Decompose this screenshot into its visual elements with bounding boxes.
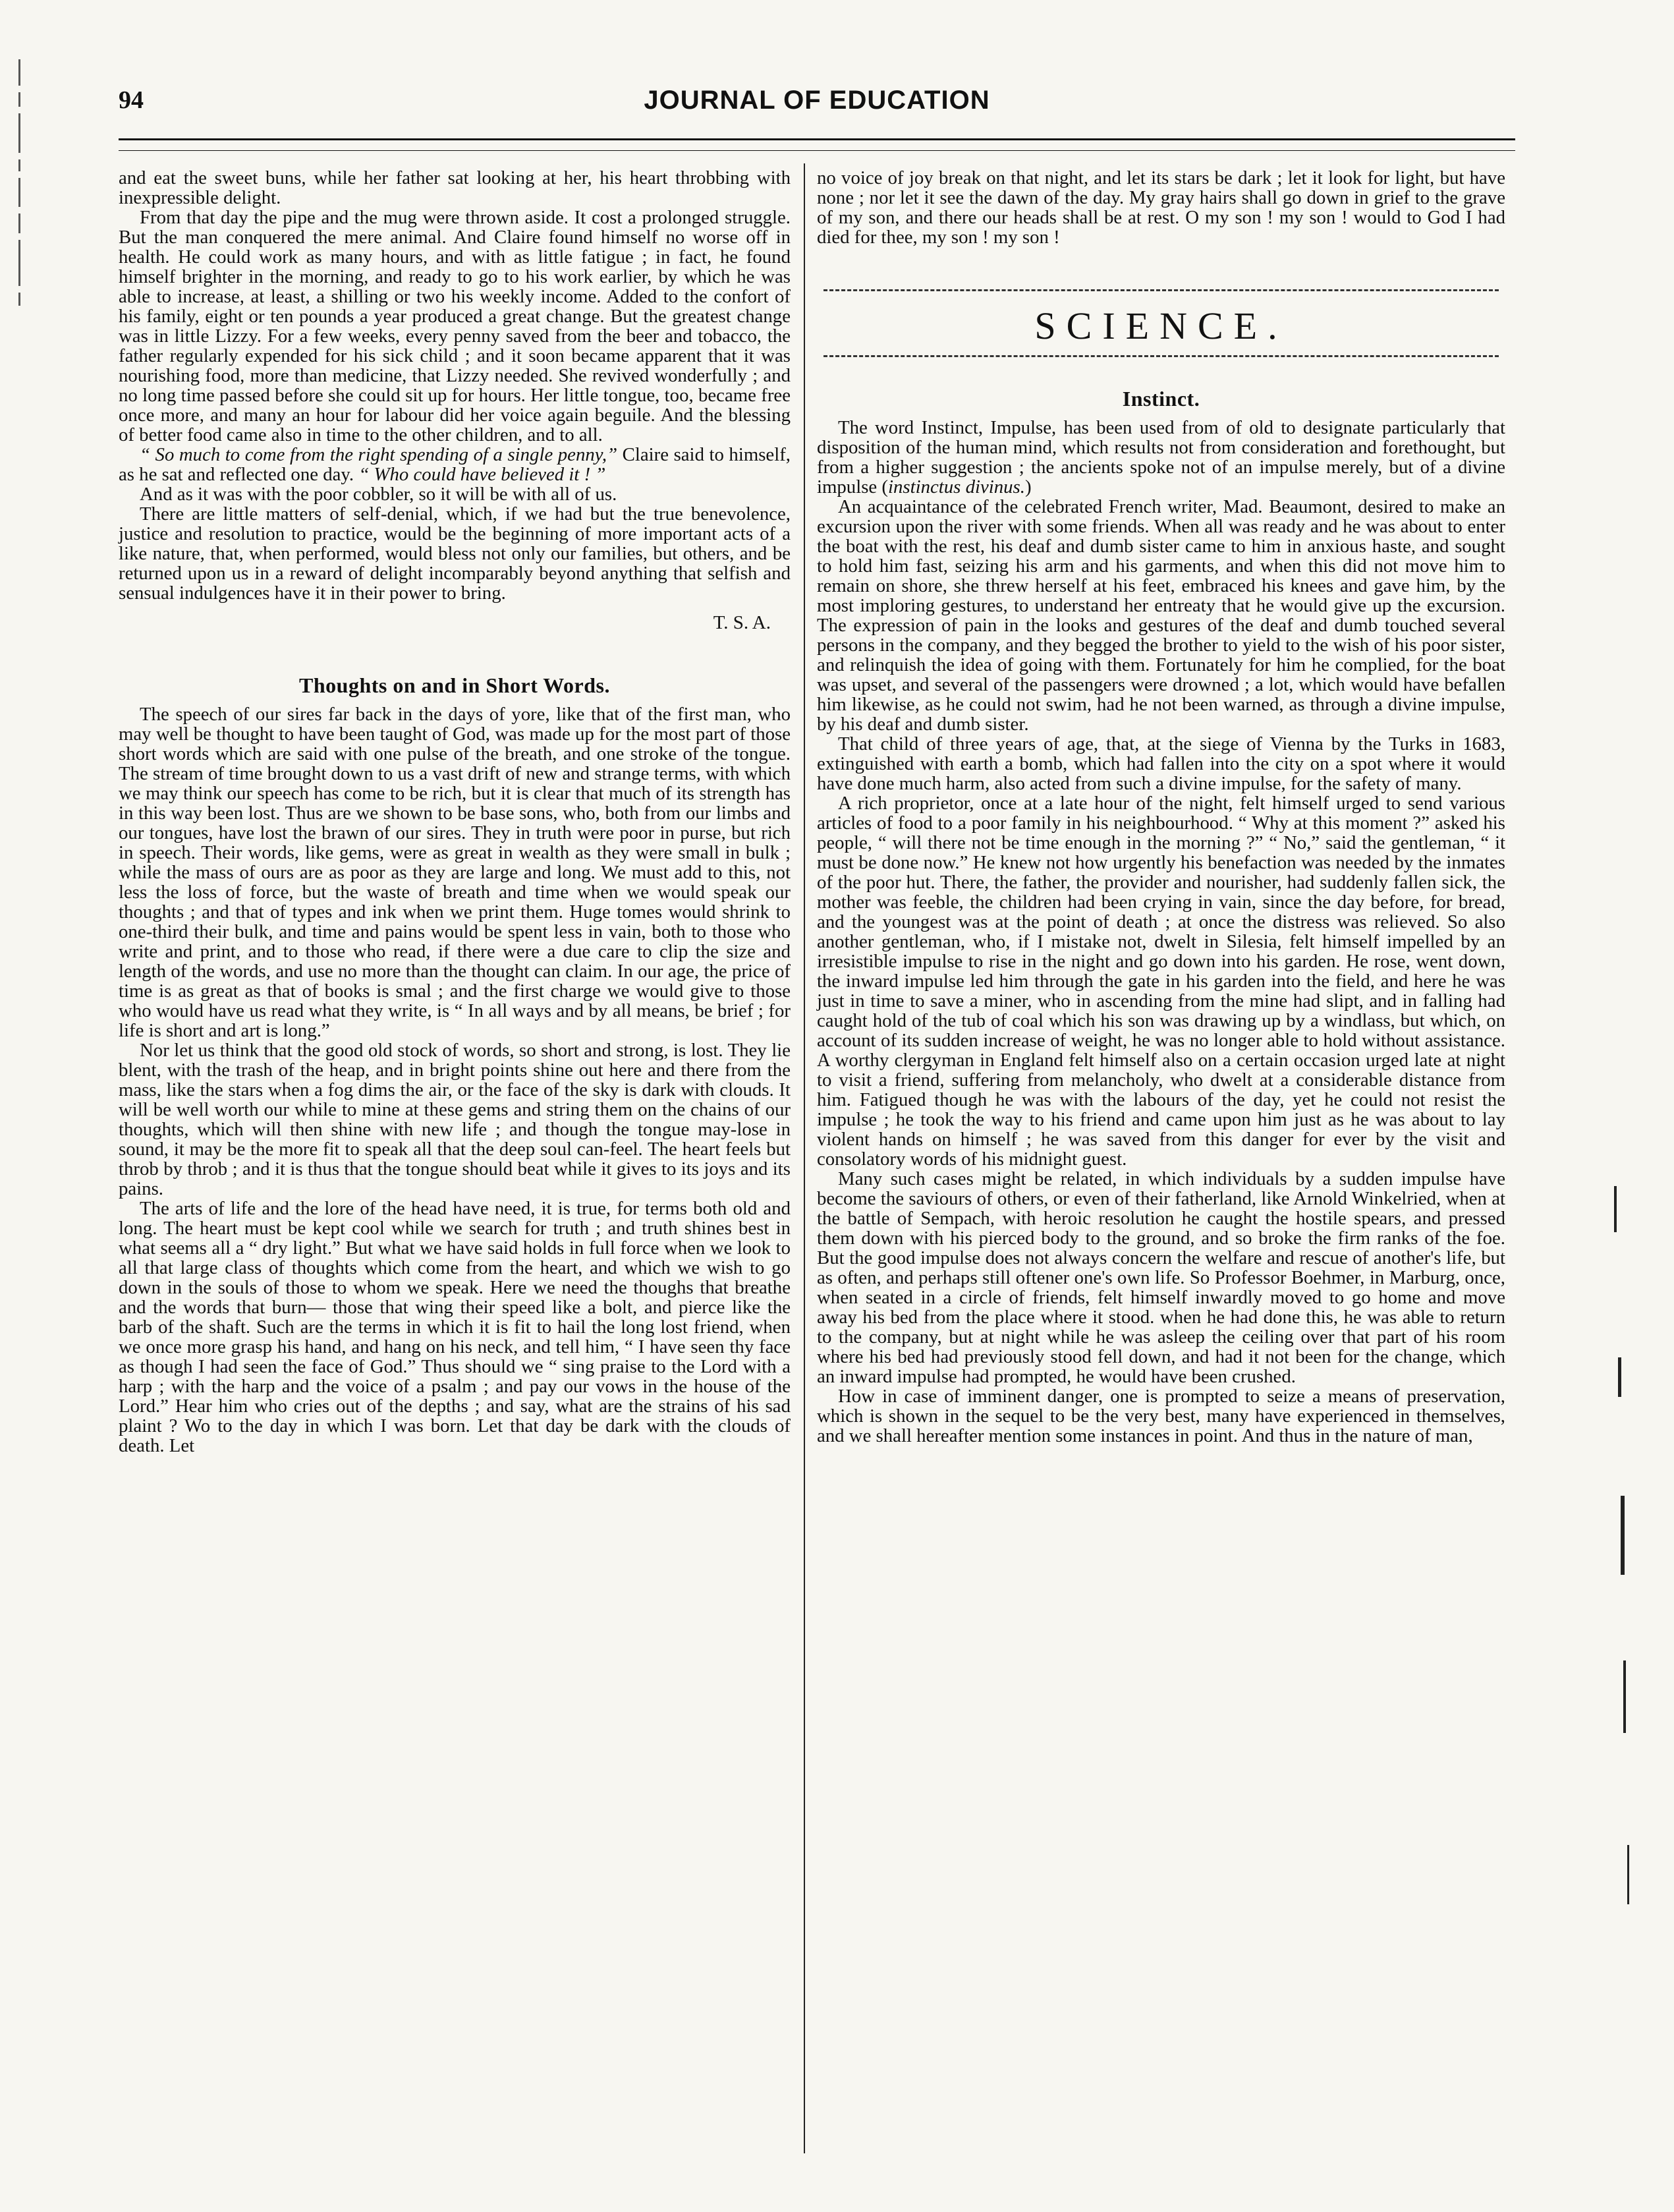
header-rule-bottom: [119, 150, 1515, 151]
paragraph: Nor let us think that the good old stock of words, so short and strong, is lost. They lie blent, with the trash of the heap, and in bright points shine out here and there from the mass, like the stars when a fog dims the air, or the face of the sky is dark with clouds. It will be well worth our while to mine at these gems and string them on the chains of our thoughts, which will then shine with new life ; and though the tongue may-lose in sound, it may be the more fit to speak all that the deep soul can-feel. The heart feels but throb by throb ; and it is thus that the tongue should beat while it gives to its joys and its pains.: [119, 1040, 791, 1199]
article-heading: Instinct.: [1122, 387, 1200, 411]
paragraph: The arts of life and the lore of the head have need, it is true, for terms both old and long. The heart must be kept cool while we search for truth ; and truth shines best in what seems all a “ dry light.” But what we have said holds in full force when we look to all that large class of thoughts which come from the heart, and which we wish to go down in the souls of those to whom we speak. Here we need the thoughs that breathe and the words that burn— those that wing their speed like a bolt, and pierce like the barb of the shaft. Such are the terms in which it is fit to hail the long lost friend, when we once more grasp his hand, and hang on his neck, and tell him, “ I have seen thy face as though I had seen the face of God.” Thus should we “ sing praise to the Lord with a harp ; with the harp and the voice of a psalm ; and pay our vows in the house of the Lord.” Hear him who cries out of the depths ; and say, what are the strains of his sad plaint ? Wo to the day in which I was born. Let that day be dark with the clouds of death. Let: [119, 1198, 791, 1456]
section-banner: [817, 263, 1505, 375]
quote-italic: “ So much to come from the right spending of a single penny,”: [140, 444, 618, 465]
paragraph: Many such cases might be related, in which individuals by a sudden impulse have become the saviours of others, or even of their fatherland, like Arnold Winkelried, when at the battle of Sempach, with heroic resolution he caught the hostile spears, and pressed them down with his pierced body to the ground, and so broke the firm ranks of the foe. But the good impulse does not always concern the welfare and rescue of another's life, but as often, and perhaps still oftener one's own life. So Professor Boehmer, in Marburg, once, when seated in a circle of friends, felt himself inwardly moved to go home and move away his bed from the place where it stood. when he had done this, he was able to return to the company, but at night while he was asleep the ceiling over that part of his room where his bed had previously stood fell down, and had it not been for the change, which an inward impulse had prompted, he would have been crushed.: [817, 1168, 1505, 1387]
page-number: 94: [119, 86, 144, 114]
article-heading: Thoughts on and in Short Words.: [299, 673, 610, 697]
journal-title: JOURNAL OF EDUCATION: [644, 86, 990, 115]
column-divider: [804, 163, 805, 2153]
left-margin-marks: [9, 53, 36, 514]
right-margin-marks: [1607, 1186, 1647, 1977]
paragraph: The speech of our sires far back in the days of yore, like that of the first man, who may well be thought to have been taught of God, was made up for the most part of those short words which are said with one pulse of the breath, and one stroke of the tongue. The stream of time brought down to us a vast drift of new and strange terms, with which we may think our speech has come to be rich, but it is clear that much of its strength has in this way been lost. Thus are we shown to be base sons, who, both from our limbs and our tongues, have lost the brawn of our sires. They in truth were poor in purse, but rich in speech. Their words, like gems, were as great in wealth as they were small in bulk ; while the mass of ours are as poor as they are large and long. We must add to this, not less the loss of force, but the waste of breath and time when we would speak our thoughts ; and that of types and ink when we print them. Huge tomes would shrink to one-third their bulk, and time and pains would be spent less in vain, both to those who write and print, and to those who read, if there were a due care to clip the size and length of the words, and use no more than the thought can claim. In our age, the price of time is as great as that of books is smal ; and the first charge we would give to those who would have us read what they write, is “ In all ways and by all means, be brief ; for life is short and art is long.”: [119, 704, 791, 1041]
page-header: [119, 86, 1515, 125]
paragraph: From that day the pipe and the mug were thrown aside. It cost a prolonged struggle. But the man conquered the mere animal. And Claire found himself no worse off in health. He could work as many hours, and with as little fatigue ; in fact, he found himself brighter in the morning, and ready to go to his work earlier, by which he was able to increase, at least, a shilling or two his weekly income. Added to the confort of his family, eight or ten pounds a year produced a great change. But the greatest change was in little Lizzy. For a few weeks, every penny saved from the beer and tobacco, the father regularly expended for his sick child ; and it soon became apparent that it was nourishing food, more than medicine, that Lizzy needed. She revived wonderfully ; and no long time passed before she could sit up for hours. Her little tongue, too, became free once more, and many an hour for labour did her voice again beguile. And the blessing of better food came also in time to the other children, and to all.: [119, 207, 791, 445]
paragraph: and eat the sweet buns, while her father sat looking at her, his heart throbbing with inexpressible delight.: [119, 167, 791, 208]
section-title: SCIENCE.: [1034, 304, 1288, 347]
section-rule-bottom: [823, 355, 1499, 357]
quote-text: Claire said to himself, as he sat and reflected one day.: [119, 444, 791, 485]
paragraph: no voice of joy break on that night, and let its stars be dark ; let it look for light, but have none ; nor let it see the dawn of the day. My gray hairs shall go down in grief to the grave of my son, and there our heads shall be at rest. O my son ! my son ! would to God I had died for thee, my son ! my son !: [817, 167, 1505, 248]
intro-paragraph: [817, 418, 1505, 497]
quote-paragraph: [119, 445, 791, 484]
paragraph: That child of three years of age, that, at the siege of Vienna by the Turks in 1683, extinguished with earth a bomb, which had fallen into the city on a spot where it would have done much harm, also acted from such a divine impulse, for the safety of many.: [817, 733, 1505, 794]
paragraph: An acquaintance of the celebrated French writer, Mad. Beaumont, desired to make an excursion upon the river with some friends. When all was ready and he was about to enter the boat with the rest, his deaf and dumb sister came to him in anxious haste, and sought to hold him fast, seizing his arm and his garments, and when this did not move him to remain on shore, she threw herself at his feet, embraced his knees and gave him, by the most imploring gestures, to understand her entreaty that he would give up the excursion. The expression of pain in the looks and gestures of the deaf and dumb touched several persons in the company, and they begged the brother to yield to the wish of his poor sister, and relinquish the idea of going with them. Fortunately for him he complied, for the boat was upset, and several of the passengers were drowned ; a lot, which would have befallen him likewise, as he could not swim, had he not been warned, as through a divine impulse, by his deaf and dumb sister.: [817, 496, 1505, 735]
intro-text-end: ): [1024, 476, 1032, 497]
intro-italic: instinctus divinus.: [887, 476, 1025, 497]
signature: T. S. A.: [713, 612, 771, 633]
left-column: [119, 168, 791, 1456]
paragraph: And as it was with the poor cobbler, so it will be with all of us.: [140, 484, 617, 505]
quote-italic: “ Who could have believed it ! ”: [358, 464, 606, 485]
intro-text: The word Instinct, Impulse, has been used from of old to designate particularly that disposition of the human mind, which results not from consideration and forethought, but from a higher suggestion ; the ancients spoke not of an impulse merely, but of a divine impulse (: [817, 417, 1505, 497]
right-column: [817, 168, 1505, 1446]
header-rule-top: [119, 138, 1515, 140]
section-rule-top: [823, 289, 1499, 291]
paragraph: There are little matters of self-denial, which, if we had but the true benevolence, justice and resolution to practice, would be the beginning of more important acts of a like nature, that, when performed, would bless not only our families, but others, and be returned upon us in a reward of delight incomparably beyond anything that selfish and sensual indulgences have it in their power to bring.: [119, 503, 791, 604]
paragraph: A rich proprietor, once at a late hour of the night, felt himself urged to send various articles of food to a poor family in his neighbourhood. “ Why at this moment ?” asked his people, “ will there not be time enough in the morning ?” “ No,” said the gentleman, “ it must be done now.” He knew not how urgently his benefaction was needed by the inmates of the poor hut. There, the father, the provider and nourisher, had suddenly fallen sick, the mother was feeble, the children had been crying in vain, since the day before, for bread, and the youngest was at the point of death ; at once the distress was relieved. So also another gentleman, who, if I mistake not, dwelt in Silesia, felt himself impelled by an irresistible impulse to rise in the night and go down into his garden. He rose, went down, the inward impulse led him through the gate in his garden into the field, and here he was just in time to save a miner, who in ascending from the mine had slipt, and in falling had caught hold of the tub of coal which his son was drawing up by a windlass, but which, on account of its sudden increase of weight, he was no longer able to hold without assistance. A worthy clergyman in England felt himself also on a certain occasion urged late at night to visit a friend, suffering from melancholy, who dwelt at a considerable distance from him. Fatigued though he was with the labours of the day, yet he could not resist the impulse ; he took the way to his friend and came upon him just as he was about to lay violent hands on himself ; he was saved from this danger for ever by the visit and consolatory words of his midnight guest.: [817, 793, 1505, 1170]
paragraph: How in case of imminent danger, one is prompted to seize a means of preservation, which is shown in the sequel to be the very best, many have experienced in themselves, and we shall hereafter mention some instances in point. And thus in the nature of man,: [817, 1386, 1505, 1446]
